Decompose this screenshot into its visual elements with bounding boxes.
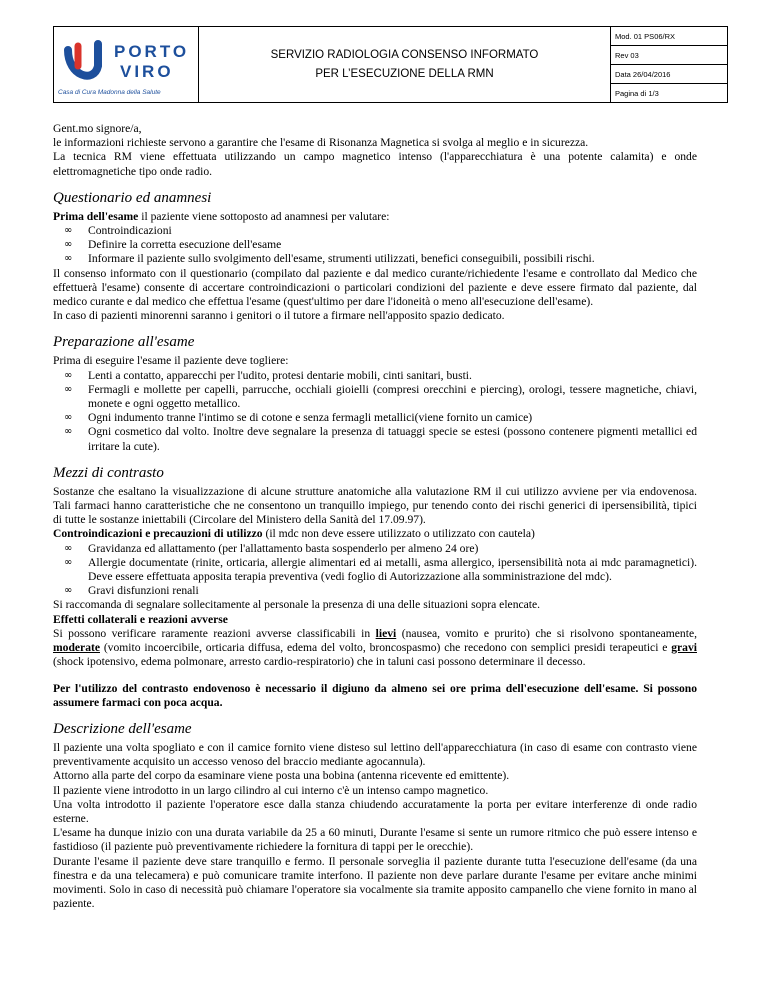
questionario-lead-rest: il paziente viene sottoposto ad anamnesi per valutare:	[138, 209, 390, 223]
preparazione-lead: Prima di eseguire l'esame il paziente deve togliere:	[53, 354, 289, 368]
controindicazioni-list	[53, 542, 697, 599]
questionario-lead-bold: Prima dell'esame	[53, 209, 139, 223]
section-title-questionario: Questionario ed anamnesi	[53, 189, 212, 206]
logo-cell	[54, 27, 199, 103]
bullet-icon: ∞	[64, 426, 73, 438]
list-item: ∞ Gravidanza ed allattamento (per l'allattamento basta sospenderlo per almeno 24 ore)	[64, 541, 479, 555]
lievi-label: lievi	[375, 626, 397, 640]
gravi-label: gravi	[671, 641, 697, 655]
title-line1: SERVIZIO RADIOLOGIA CONSENSO INFORMATO	[270, 48, 539, 61]
intro-line2: La tecnica RM viene effettuata utilizzando un campo magnetico intenso (l'apparecchiatura è una potente calamita) e onde elettromagnetiche tipo onde radio.	[53, 150, 697, 178]
list-item: ∞ Controindicazioni	[64, 224, 172, 238]
intro-line1: le informazioni richieste servono a garantire che l'esame di Risonanza Magnetica si svolga al meglio e in sicurezza.	[53, 136, 589, 150]
logo-mark-icon	[60, 36, 112, 88]
list-item: ∞ Informare il paziente sullo svolgimento dell'esame, strumenti utilizzati, benefici conseguibili, possibili rischi.	[64, 252, 595, 266]
bullet-icon: ∞	[64, 542, 73, 554]
section-title-preparazione: Preparazione all'esame	[53, 334, 195, 351]
descrizione-line: Il paziente viene introdotto in un largo cilindro al cui interno c'è un intenso campo magnetico.	[53, 783, 489, 797]
document-title	[199, 27, 611, 103]
list-item: ∞ Allergie documentate (rinite, orticaria, allergie alimentari ed ai metalli, asma allergico, ipersensibilità nota ai mdc paramagnetici). Deve essere effettuata apposita terapia preventiva (vedi foglio di Autorizzazione alla somministrazione del mdc).	[64, 555, 697, 584]
revision: Rev 03	[611, 46, 728, 65]
date: Data 26/04/2016	[611, 65, 728, 84]
questionario-list	[53, 224, 697, 267]
effetti-title: Effetti collaterali e reazioni avverse	[53, 612, 228, 626]
descrizione-line: Attorno alla parte del corpo da esaminare viene posta una bobina (antenna ricevente ed emittente).	[53, 769, 510, 783]
clinic-logo	[54, 28, 198, 101]
list-item: ∞ Ogni indumento tranne l'intimo se di cotone e senza fermagli metallici(viene fornito un camice)	[64, 411, 533, 425]
document-header	[53, 26, 728, 103]
controindicazioni-title: Controindicazioni e precauzioni di utilizzo	[53, 527, 263, 541]
digiuno-note: Per l'utilizzo del contrasto endovenoso è necessario il digiuno da almeno sei ore prima dell'esecuzione dell'esame. Si possono assumere farmaci con poca acqua.	[53, 681, 697, 709]
descrizione-line: Il paziente una volta spogliato e con il camice fornito viene disteso sul lettino dell'apparecchiatura (in caso di esame con contrasto viene preventivamente acquisito un accesso venoso del braccio mediante agocannula).	[53, 740, 697, 769]
logo-brand-line1: PORTO	[114, 42, 190, 61]
moderate-label: moderate	[53, 641, 100, 655]
bullet-icon: ∞	[64, 225, 73, 237]
preparazione-list	[53, 369, 697, 454]
descrizione-line: Durante l'esame il paziente deve stare tranquillo e fermo. Il personale sorveglia il paziente durante tutta l'esecuzione dell'esame (da una finestra e da una telecamera) e può comunicare tramite interfono. Il paziente non deve parlare durante l'esame per evitare anche minimi movimenti. Solo in caso di necessità può chiamare l'operatore sia vocalmente sia tramite apposito campanello che viene fornito in mano al paziente.	[53, 854, 697, 911]
logo-subtitle: Casa di Cura Madonna della Salute	[58, 89, 161, 96]
mezzi-para1: Sostanze che esaltano la visualizzazione di alcune strutture anatomiche alla valutazione RM il cui utilizzo avviene per via endovenosa. Tali farmaci hanno caratteristiche che ne consentono un tranquillo impiego, pur tenendo conto dei rischi generici di ipersensibilità, tipici di tutte le sostanze iniettabili (Circolare del Ministero della Sanità del 17.09.97).	[53, 484, 697, 527]
page-number: Pagina di 1/3	[611, 84, 728, 103]
bullet-icon: ∞	[64, 369, 73, 381]
bullet-icon: ∞	[64, 253, 73, 265]
bullet-icon: ∞	[64, 383, 73, 395]
mod-code: Mod. 01 PS06/RX	[611, 27, 728, 46]
descrizione-line: L'esame ha dunque inizio con una durata variabile da 25 a 60 minuti, Durante l'esame si sente un rumore ritmico che può essere intenso e fastidioso (il paziente può preventivamente richiedere la fornitura di tappi per le orecchie).	[53, 826, 697, 854]
list-item: ∞ Gravi disfunzioni renali	[64, 584, 199, 598]
bullet-icon: ∞	[64, 585, 73, 597]
bullet-icon: ∞	[64, 556, 73, 568]
list-item: ∞ Definire la corretta esecuzione dell'esame	[64, 238, 282, 252]
descrizione-line: Una volta introdotto il paziente l'operatore esce dalla stanza chiudendo accuratamente la porta per evitare interferenze di onde radio esterne.	[53, 797, 697, 825]
mezzi-controindicazioni: Controindicazioni e precauzioni di utilizzo (il mdc non deve essere utilizzato o utilizzato con cautela)	[53, 527, 535, 541]
bullet-icon: ∞	[64, 412, 73, 424]
greeting: Gent.mo signore/a,	[53, 122, 142, 135]
list-item: ∞ Ogni cosmetico dal volto. Inoltre deve segnalare la presenza di tatuaggi specie se estesi (possono contenere pigmenti metallici ed irritare la cute).	[64, 425, 697, 453]
questionario-para1: Il consenso informato con il questionario (compilato dal paziente e dal medico curante/richiedente l'esame e controllato dal Medico che effettuerà l'esame) consente di accertare controindicazioni o particolari condizioni del paziente e deve essere firmato dal paziente, dal medico curante e dal medico che effettua l'esame (quest'ultimo per dare l'idoneità o meno all'esecuzione dell'esame).	[53, 266, 697, 309]
list-item: ∞ Lenti a contatto, apparecchi per l'udito, protesi dentarie mobili, cinti sanitari, busti.	[64, 368, 472, 382]
section-title-descrizione: Descrizione dell'esame	[53, 720, 192, 737]
questionario-para2: In caso di pazienti minorenni saranno i genitori o il tutore a firmare nell'apposito spazio dedicato.	[53, 309, 505, 323]
list-item: ∞ Fermagli e mollette per capelli, parrucche, occhiali gioielli (compresi orecchini e piercing), orologi, tessere magnetiche, chiavi, monete e ogni oggetto metallico.	[64, 382, 697, 411]
effetti-text: Si possono verificare raramente reazioni avverse classificabili in lievi (nausea, vomito e prurito) che si risolvono spontaneamente, moderate (vomito incoercibile, orticaria diffusa, edema del volto, broncospasmo) che recedono con semplici presidi terapeutici e gravi (shock ipotensivo, edema polmonare, arresto cardio-respiratorio) che in taluni casi possono determinare il decesso.	[53, 626, 697, 669]
section-title-mezzi: Mezzi di contrasto	[53, 464, 164, 481]
logo-brand-line2: VIRO	[120, 62, 174, 81]
bullet-icon: ∞	[64, 239, 73, 251]
document-body	[53, 122, 697, 911]
mezzi-raccomanda: Si raccomanda di segnalare sollecitamente al personale la presenza di una delle situazioni sopra elencate.	[53, 598, 541, 612]
questionario-lead	[53, 210, 697, 224]
title-line2: PER L’ESECUZIONE DELLA RMN	[315, 67, 494, 80]
